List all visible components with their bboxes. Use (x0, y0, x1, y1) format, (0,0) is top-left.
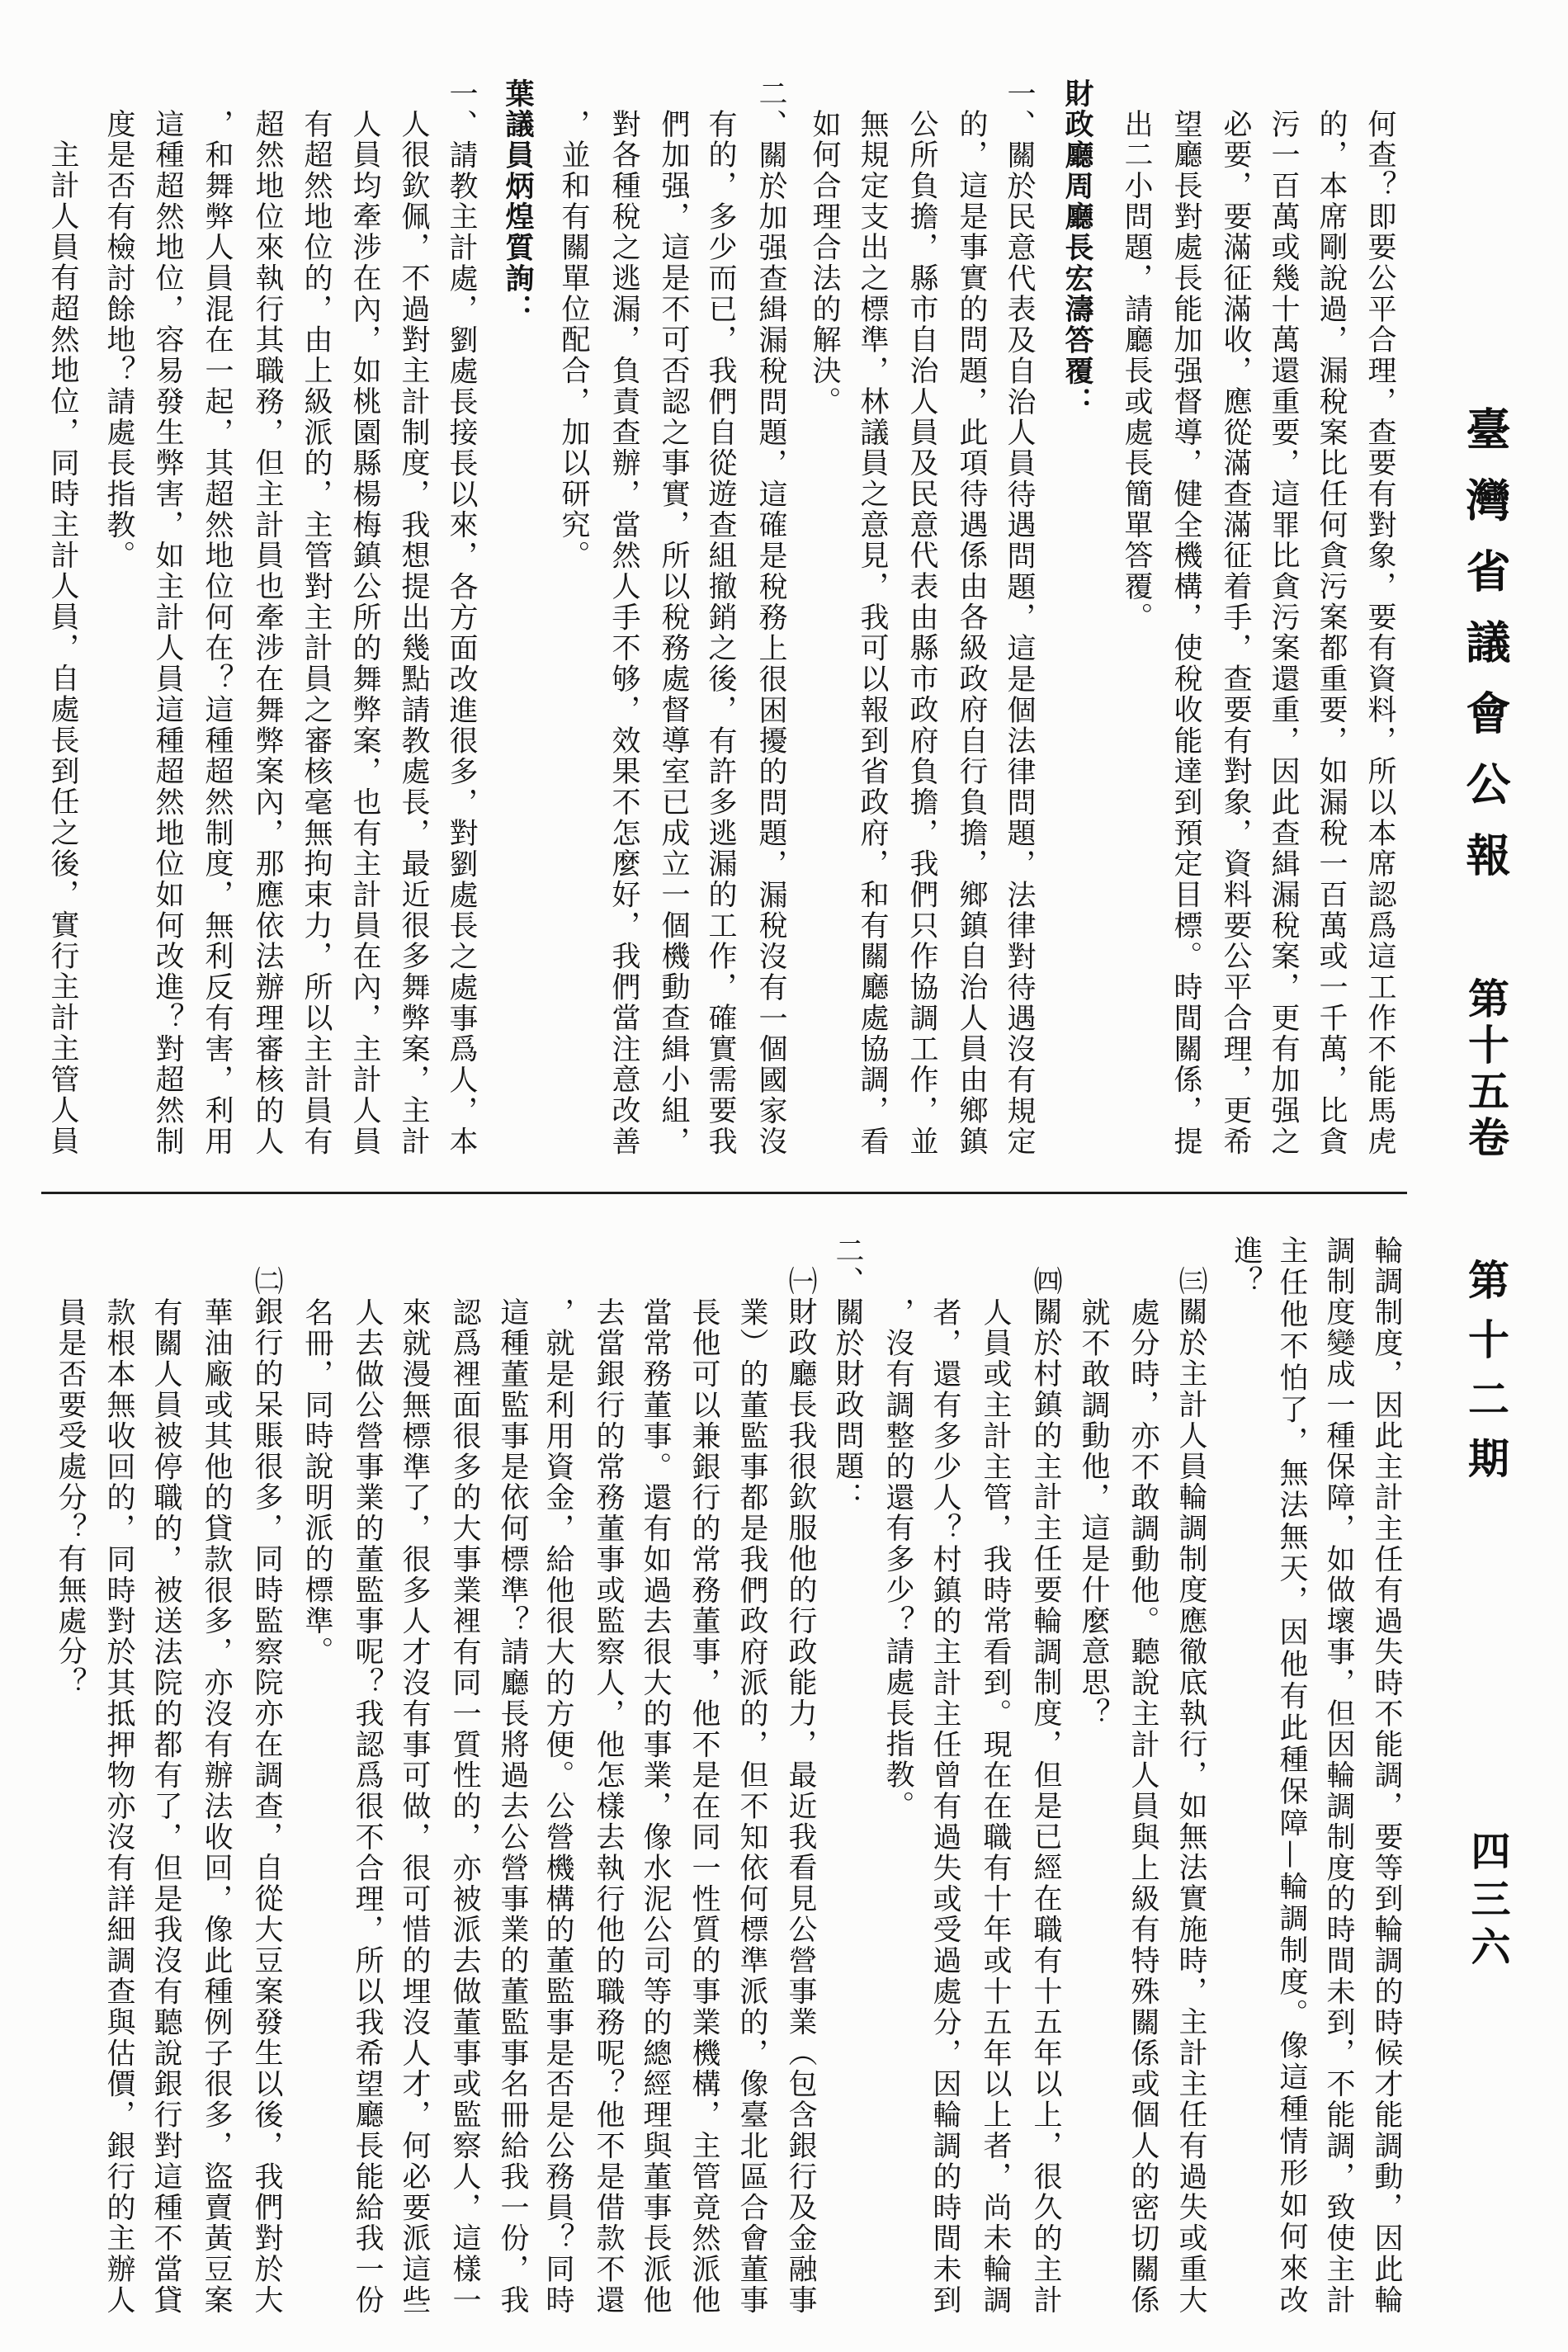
text-column: ，並和有關單位配合，加以研究。 (557, 109, 590, 572)
text-column: 業）的董監事都是我們政府派的，但不知依何標準派的，像臺北區合會董事 (735, 1297, 768, 2316)
text-column: 二、關於加强查緝漏稅問題，這確是稅務上很困擾的問題，漏稅沒有一個國家沒 (754, 78, 787, 1158)
text-column: 主任他不怕了，無法無天，因他有此種保障—輪調制度。像這種情形如何來改 (1275, 1235, 1308, 2316)
text-column: 款根本無收回的，同時對於其抵押物亦沒有詳細調查與估價，銀行的主辦人 (102, 1297, 135, 2316)
section-heading-councilor-question: 葉議員炳煌質詢： (501, 78, 534, 325)
text-column: ㈢關於主計人員輪調制度應徹底執行，如無法實施時，主計主任有過失或重大 (1174, 1266, 1207, 2316)
text-column: 污一百萬或幾十萬還重要，這罪比貪污案還重，因此查緝漏稅案，更有加强之 (1267, 109, 1300, 1157)
text-column: 無規定支出之標準，林議員之意見，我可以報到省政府，和有關廳處協調，看 (856, 109, 889, 1157)
text-column: ㈣關於村鎮的主計主任要輪調制度，但是已經在職有十五年以上，很久的主計 (1029, 1266, 1062, 2316)
text-column: 如何合理合法的解決。 (808, 109, 841, 418)
text-column: 人去做公營事業的董監事呢？我認爲很不合理，所以我希望廳長能給我一份 (351, 1297, 384, 2316)
text-column: 的，本席剛說過，漏稅案比任何貪污案都重要，如漏稅一百萬或一千萬，比貪 (1315, 109, 1348, 1157)
text-column: 者，還有多少人？村鎮的主計主任曾有過失或受過處分，因輪調的時間未到 (928, 1297, 961, 2316)
text-column: 長他可以兼銀行的常務董事，他不是在同一性質的事業機構，主管竟然派他 (687, 1297, 720, 2316)
publication-title: 臺灣省議會公報 (1459, 406, 1512, 903)
text-column: 何查？即要公平合理，查要有對象，要有資料，所以本席認爲這工作不能馬虎 (1363, 109, 1396, 1157)
text-column: 主計人員有超然地位，同時主計人員，自處長到任之後，實行主計主管人員 (46, 139, 79, 1157)
text-column: 當常務董事。還有如過去很大的事業，像水泥公司等的總經理與董事長派他 (639, 1297, 672, 2316)
text-column: 的，這是事實的問題，此項待遇係由各級政府自行負擔，鄉鎮自治人員由鄉鎮 (955, 109, 988, 1157)
page-number: 四三六 (1464, 1830, 1510, 1974)
text-column: ，沒有調整的還有多少？請處長指教。 (881, 1297, 914, 1821)
text-column: 必要，要滿征滿收，應從滿查滿征着手，查要有對象，資料要公平合理，更希 (1219, 109, 1252, 1157)
text-column: 去當銀行的常務董事或監察人，他怎樣去執行他的職務呢？他不是借款不還 (592, 1297, 625, 2316)
text-column: 對各種稅之逃漏，負責查辦，當然人手不够，效果不怎麼好，我們當注意改善 (607, 109, 640, 1157)
text-column: ，就是利用資金，給他很大的方便。公營機構的董監事是否是公務員？同時 (541, 1297, 574, 2316)
text-column: 華油廠或其他的貸款很多，亦沒有辦法收回，像此種例子很多，盜賣黃豆案 (200, 1297, 233, 2316)
text-column: ㈡銀行的呆賬很多，同時監察院亦在調查，自從大豆案發生以後，我們對於大 (250, 1266, 283, 2316)
text-column: 有的，多少而已，我們自從遊查組撤銷之後，有許多逃漏的工作，確實需要我 (704, 109, 737, 1157)
text-column: 輪調制度，因此主計主任有過失時不能調，要等到輪調的時候才能調動，因此輪 (1370, 1235, 1403, 2316)
text-column: 度是否有檢討餘地？請處長指教。 (102, 109, 135, 572)
text-column: 這種超然地位，容易發生弊害，如主計人員這種超然地位如何改進？對超然制 (151, 109, 184, 1157)
issue-label: 第十二期 (1462, 1259, 1510, 1496)
text-column: 就不敢調動他，這是什麼意思？ (1077, 1297, 1110, 1729)
text-column: 處分時，亦不敢調動他。聽說主計人員與上級有特殊關係或個人的密切關係 (1126, 1297, 1159, 2316)
text-column: ㈠財政廳長我很欽服他的行政能力，最近我看見公營事業（包含銀行及金融事 (784, 1266, 817, 2316)
text-column: 員是否要受處分？有無處分？ (54, 1297, 87, 1698)
text-column: 進？ (1230, 1235, 1263, 1297)
text-column: 這種董監事是依何標準？請廳長將過去公營事業的董監事名冊給我一份，我 (496, 1297, 529, 2316)
text-column: 人很欽佩，不過對主計制度，我想提出幾點請教處長，最近很多舞弊案，主計 (397, 109, 430, 1157)
text-column: 們加强，這是不可否認之事實，所以稅務處督導室已成立一個機動查緝小組， (657, 109, 690, 1157)
text-column: ，和舞弊人員混在一起，其超然地位何在？這種超然制度，無利反有害，利用 (201, 109, 234, 1157)
text-column: 一、請教主計處，劉處長接長以來，各方面改進很多，對劉處長之處事爲人，本 (445, 78, 478, 1158)
text-column: 望廳長對處長能加强督導，健全機構，使稅收能達到預定目標。時間關係，提 (1169, 109, 1202, 1157)
text-column: 來就漫無標準了，很多人才沒有事可做，很可惜的埋沒人才，何必要派這些 (398, 1297, 431, 2316)
text-column: 認爲裡面很多的大事業裡有同一質性的，亦被派去做董事或監察人，這樣一 (448, 1297, 481, 2316)
section-heading-finance-reply: 財政廳周廳長宏濤答覆： (1060, 78, 1093, 418)
text-column: 人員均牽涉在內，如桃園縣楊梅鎮公所的舞弊案，也有主計員在內，主計人員 (348, 109, 381, 1157)
text-column: 有超然地位的，由上級派的，主管對主計員之審核毫無拘束力，所以主計員有 (300, 109, 333, 1157)
section-divider (41, 1192, 1407, 1194)
text-column: 一、關於民意代表及自治人員待遇問題，這是個法律問題，法律對待遇沒有規定 (1003, 78, 1036, 1158)
text-column: 名冊，同時說明派的標準。 (300, 1297, 333, 1668)
volume-label: 第十五卷 (1462, 977, 1510, 1162)
text-column: 有關人員被停職的，被送法院的都有了，但是我沒有聽說銀行對這種不當貸 (149, 1297, 182, 2316)
text-column: 二、關於財政問題： (831, 1235, 864, 1514)
text-column: 調制度變成一種保障，如做壞事，但因輪調制度的時間未到，不能調，致使主計 (1322, 1235, 1355, 2316)
text-column: 公所負擔，縣市自治人員及民意代表由縣市政府負擔，我們只作協調工作，並 (905, 109, 938, 1157)
text-column: 出二小問題，請廳長或處長簡單答覆。 (1120, 109, 1153, 633)
text-column: 人員或主計主管，我時常看到。現在在職有十年或十五年以上者，尚未輪調 (979, 1297, 1012, 2316)
text-column: 超然地位來執行其職務，但主計員也牽涉在舞弊案內，那應依法辦理審核的人 (251, 109, 284, 1157)
